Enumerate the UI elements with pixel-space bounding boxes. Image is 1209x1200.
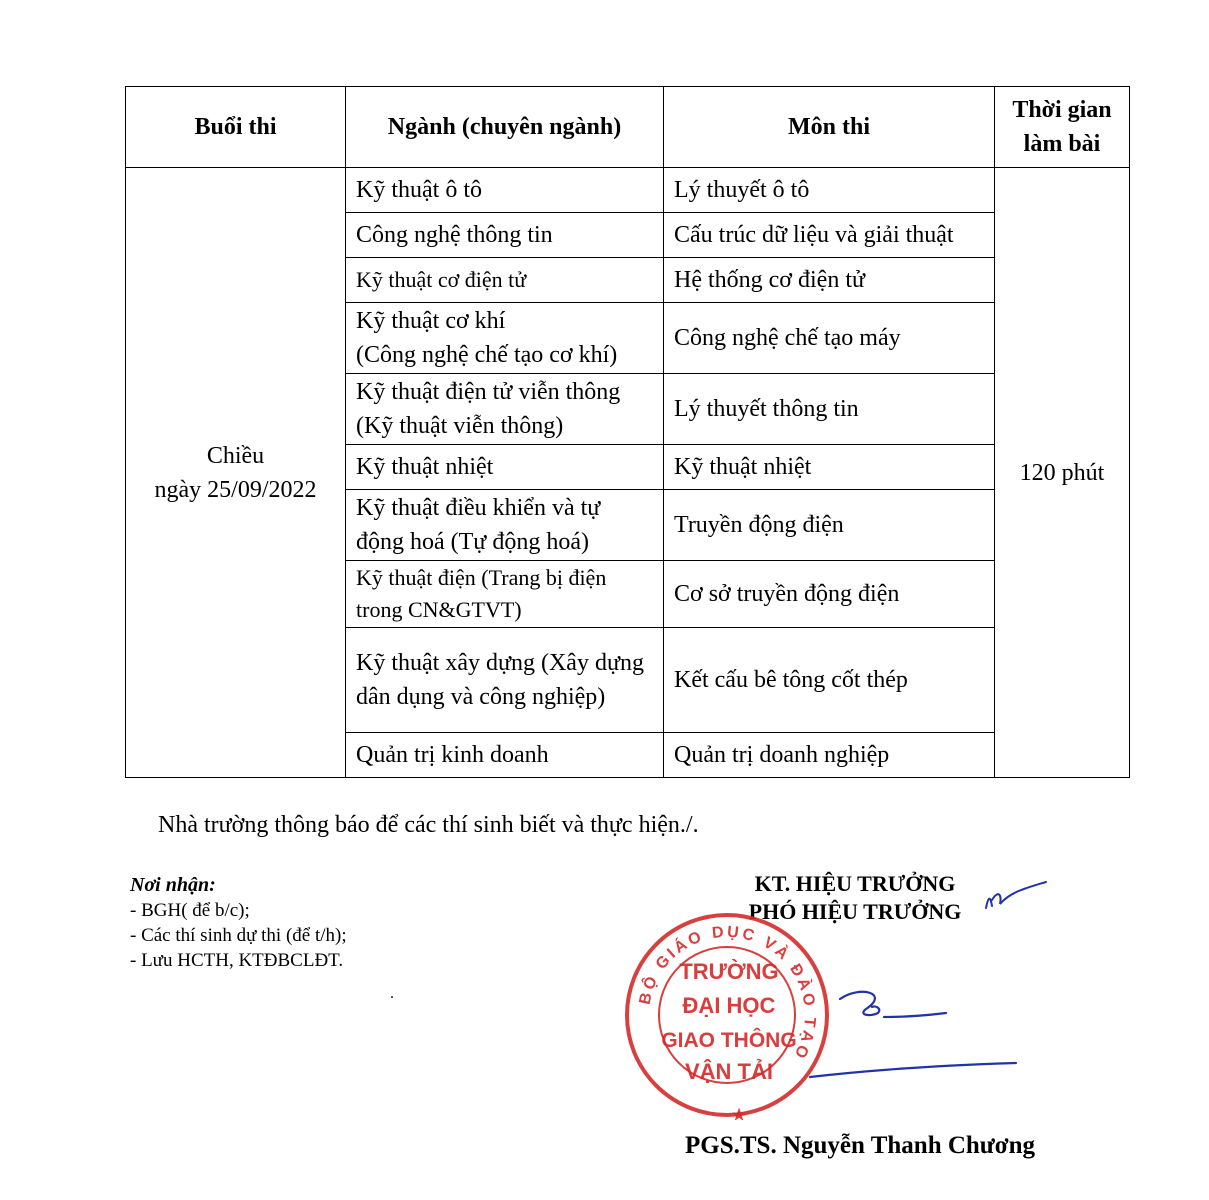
- seal-star: ★: [731, 1107, 747, 1120]
- subject-cell: Lý thuyết thông tin: [664, 374, 995, 445]
- major-cell: Công nghệ thông tin: [346, 213, 664, 258]
- duration-cell: 120 phút: [995, 168, 1130, 778]
- header-major: Ngành (chuyên ngành): [346, 87, 664, 168]
- major-cell: Kỹ thuật điện tử viễn thông (Kỹ thuật viễn thông): [346, 374, 664, 445]
- recipient-item: - Các thí sinh dự thi (để t/h);: [130, 925, 347, 946]
- major-cell: Kỹ thuật nhiệt: [346, 445, 664, 490]
- subject-cell: Cơ sở truyền động điện: [664, 561, 995, 628]
- major-cell: Quản trị kinh doanh: [346, 733, 664, 778]
- seal-line2: ĐẠI HỌC: [682, 993, 776, 1018]
- signer-name: PGS.TS. Nguyễn Thanh Chương: [685, 1132, 1036, 1159]
- table-header-row: [126, 87, 1130, 168]
- initials-mark: [980, 880, 1050, 920]
- trailing-mark: .: [390, 985, 394, 1002]
- closing-notice: Nhà trường thông báo để các thí sinh biết và thực hiện./.: [158, 812, 699, 838]
- header-session: Buổi thi: [126, 87, 346, 168]
- seal-ring-text: BỘ GIÁO DỤC VÀ ĐÀO TẠO: [636, 923, 819, 1064]
- subject-cell: Lý thuyết ô tô: [664, 168, 995, 213]
- session-cell: [126, 168, 346, 778]
- session-line1: Chiều: [206, 442, 265, 469]
- major-cell: Kỹ thuật xây dựng (Xây dựng dân dụng và công nghiệp): [346, 628, 664, 733]
- seal-line3: GIAO THÔNG: [661, 1029, 797, 1052]
- subject-cell: Hệ thống cơ điện tử: [664, 258, 995, 303]
- subject-cell: Cấu trúc dữ liệu và giải thuật: [664, 213, 995, 258]
- handwritten-signature: [800, 985, 1020, 1095]
- header-duration: Thời gian làm bài: [995, 87, 1130, 168]
- session-line2: ngày 25/09/2022: [154, 476, 317, 503]
- recipient-item: - BGH( để b/c);: [130, 900, 250, 921]
- signature-line1: KT. HIỆU TRƯỞNG: [754, 871, 956, 896]
- subject-cell: Quản trị doanh nghiệp: [664, 733, 995, 778]
- table-row: [126, 168, 1130, 213]
- seal-line1: TRƯỜNG: [679, 959, 779, 984]
- exam-schedule-table: [125, 86, 1130, 778]
- major-cell: Kỹ thuật điện (Trang bị điện trong CN&GTVT): [346, 561, 664, 628]
- recipients-block: [130, 873, 347, 973]
- signature-line2: PHÓ HIỆU TRƯỞNG: [748, 899, 962, 924]
- seal-line4: VẬN TẢI: [685, 1059, 773, 1084]
- header-subject: Môn thi: [664, 87, 995, 168]
- major-cell: Kỹ thuật cơ khí (Công nghệ chế tạo cơ khí): [346, 303, 664, 374]
- major-cell: Kỹ thuật ô tô: [346, 168, 664, 213]
- recipient-item: - Lưu HCTH, KTĐBCLĐT.: [130, 950, 344, 971]
- subject-cell: Kết cấu bê tông cốt thép: [664, 628, 995, 733]
- major-cell: Kỹ thuật cơ điện tử: [346, 258, 664, 303]
- subject-cell: Công nghệ chế tạo máy: [664, 303, 995, 374]
- subject-cell: Kỹ thuật nhiệt: [664, 445, 995, 490]
- major-cell: Kỹ thuật điều khiển và tự động hoá (Tự động hoá): [346, 490, 664, 561]
- subject-cell: Truyền động điện: [664, 490, 995, 561]
- recipients-heading: Nơi nhận:: [130, 874, 216, 896]
